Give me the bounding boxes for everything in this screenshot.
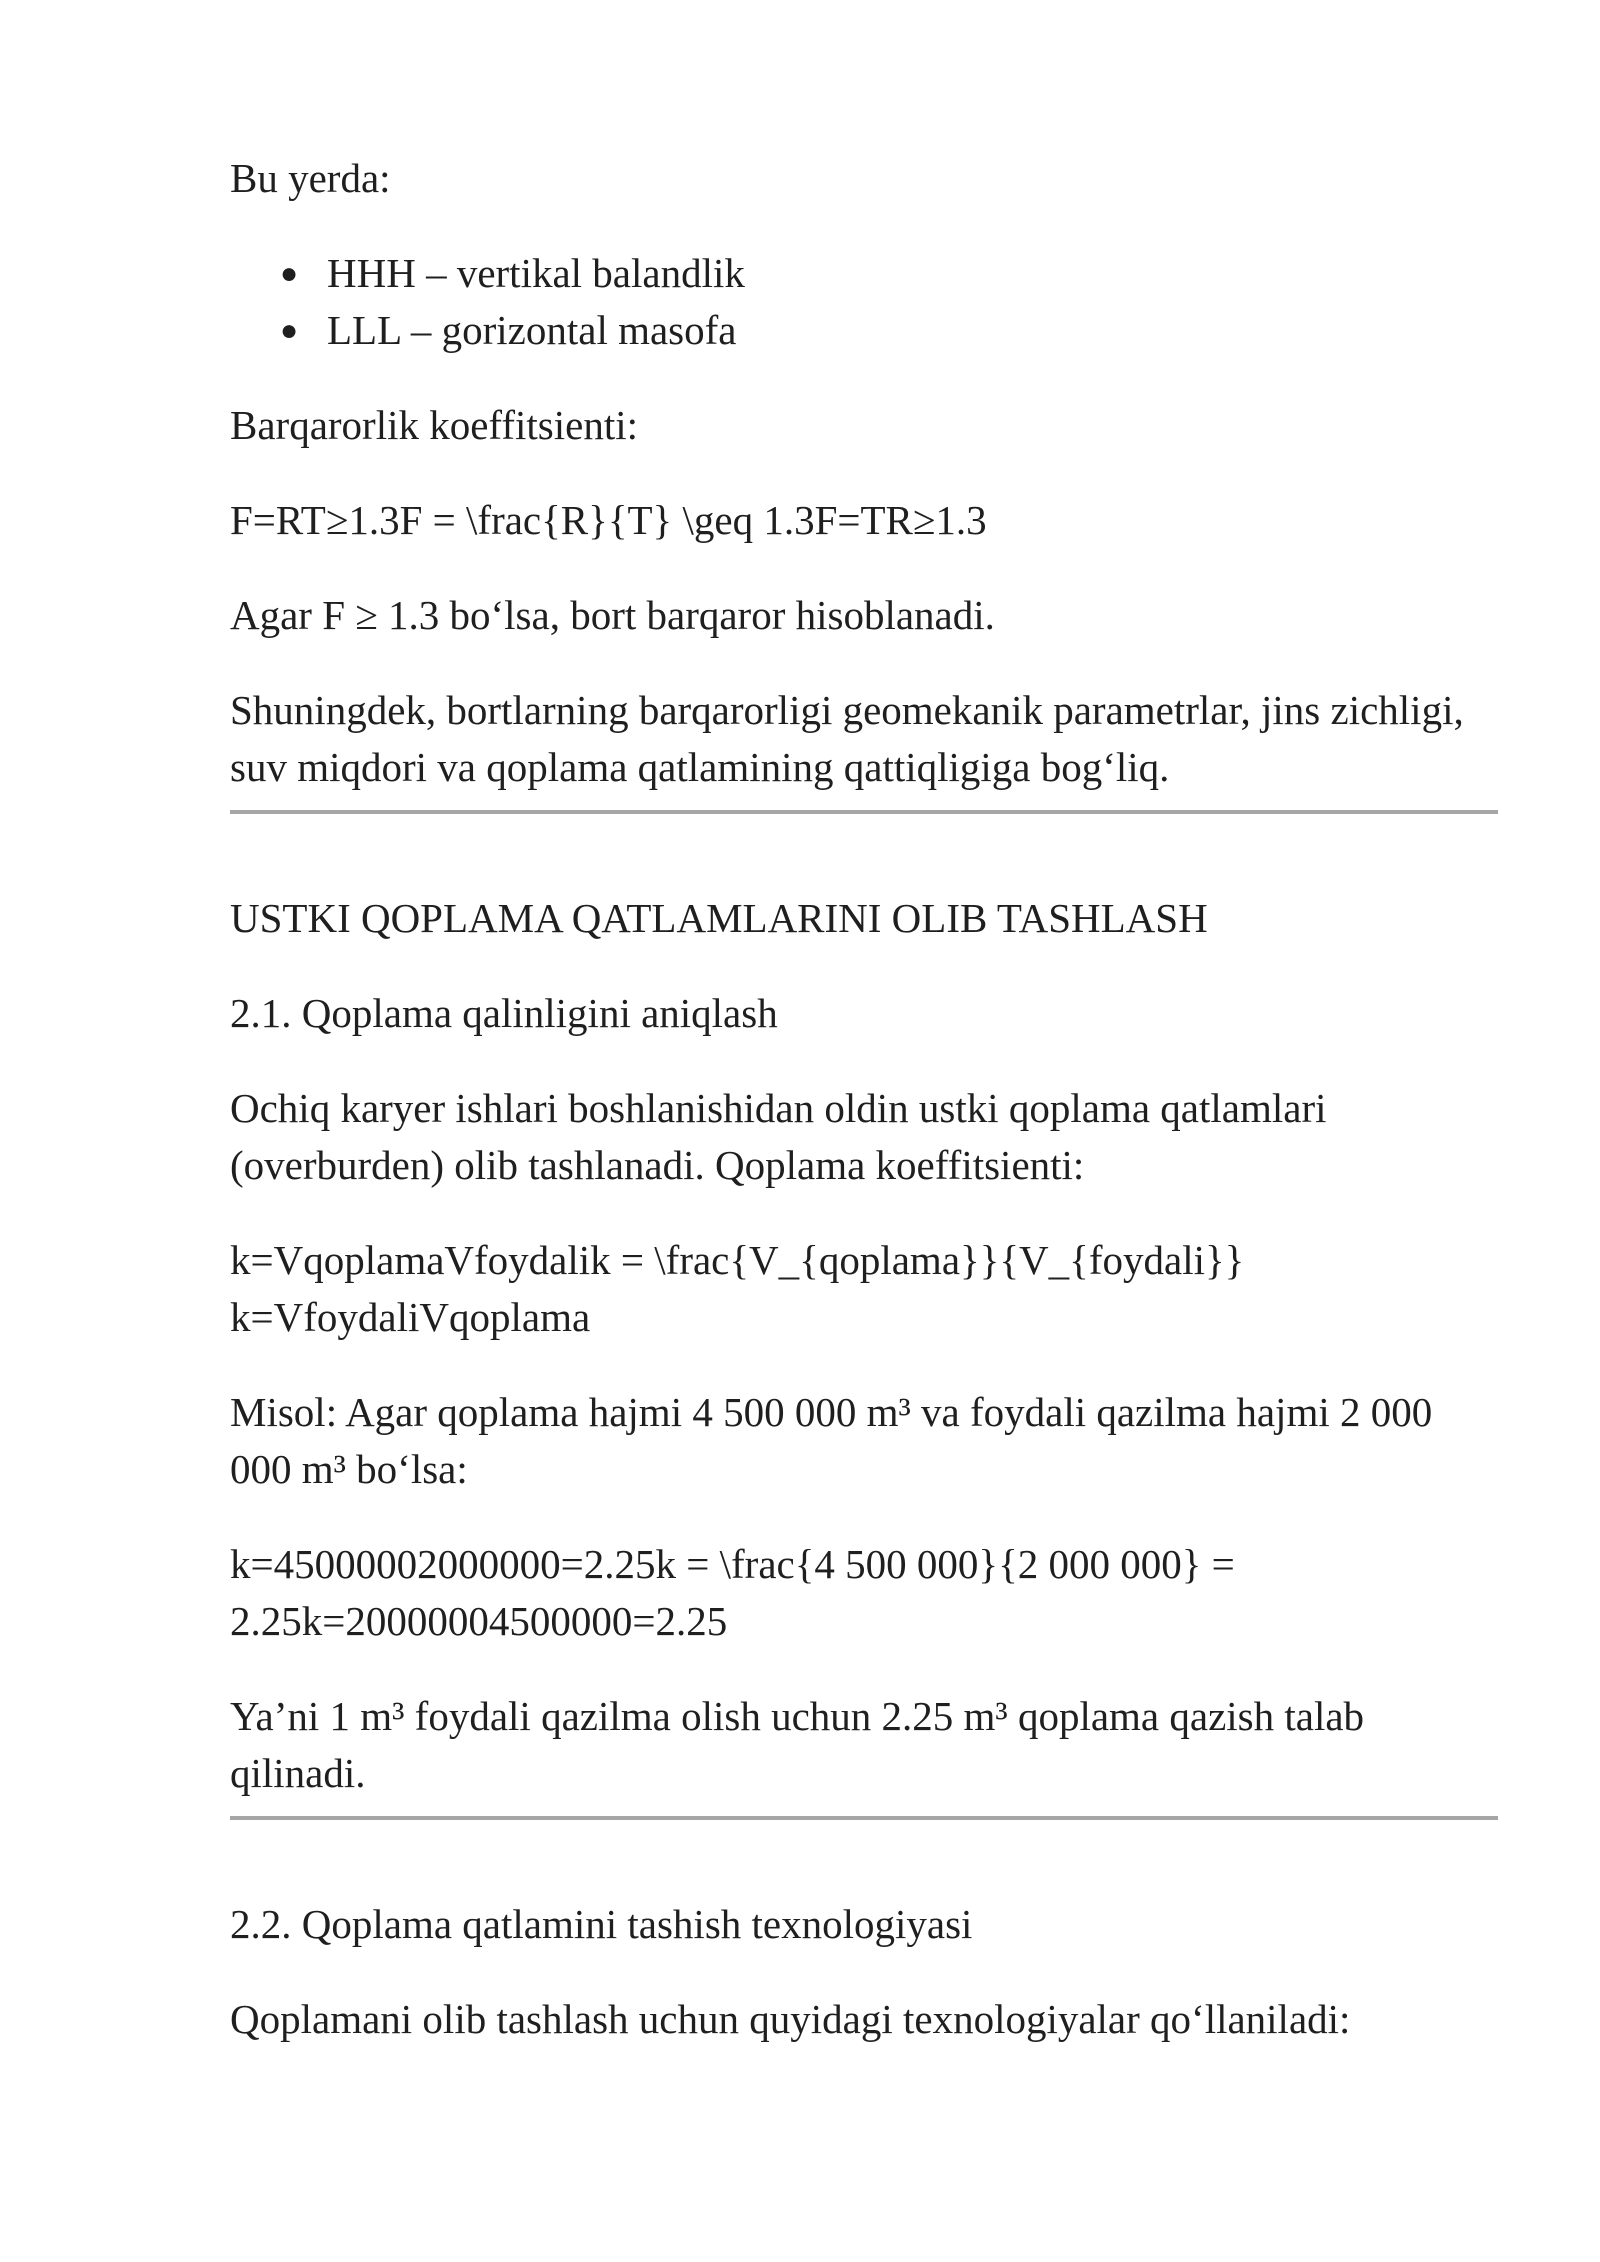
subsection-heading-2-2: 2.2. Qoplama qatlamini tashish texnologiyasi: [230, 1901, 973, 1947]
bullet-icon: ●: [280, 257, 299, 290]
stability-label: Barqarorlik koeffitsienti:: [230, 402, 638, 448]
definition-list: [230, 245, 1500, 359]
stability-factors: Shuningdek, bortlarning barqarorligi geomekanik parametrlar, jins zichligi, suv miqdori va qoplama qatlamining qattiqligiga bog‘liq.: [230, 687, 1464, 790]
list-item: [230, 302, 1500, 359]
technology-text: Qoplamani olib tashlash uchun quyidagi texnologiyalar qo‘llaniladi:: [230, 1996, 1351, 2042]
formula-calc: k=45000002000000=2.25k = \frac{4 500 000}{2 000 000} = 2.25k=20000004500000=2.25: [230, 1541, 1235, 1644]
intro-text: Bu yerda:: [230, 155, 391, 201]
stability-condition: Agar F ≥ 1.3 bo‘lsa, bort barqaror hisoblanadi.: [230, 592, 995, 638]
document-page: [230, 150, 1500, 2086]
formula-k: k=VqoplamaVfoydalik = \frac{V_{qoplama}}{V_{foydali}} k=VfoydaliVqoplama: [230, 1237, 1245, 1340]
list-item-text: LLL – gorizontal masofa: [327, 307, 737, 353]
list-item: [230, 245, 1500, 302]
example-text: Misol: Agar qoplama hajmi 4 500 000 m³ va foydali qazilma hajmi 2 000 000 m³ bo‘lsa:: [230, 1389, 1433, 1492]
section-heading: USTKI QOPLAMA QATLAMLARINI OLIB TASHLASH: [230, 895, 1208, 941]
overburden-text: Ochiq karyer ishlari boshlanishidan oldin ustki qoplama qatlamlari (overburden) olib tashlanadi. Qoplama koeffitsienti:: [230, 1085, 1327, 1188]
meaning-text: Ya’ni 1 m³ foydali qazilma olish uchun 2.25 m³ qoplama qazish talab qilinadi.: [230, 1693, 1365, 1796]
list-item-text: HHH – vertikal balandlik: [327, 250, 745, 296]
subsection-heading-2-1: 2.1. Qoplama qalinligini aniqlash: [230, 990, 778, 1036]
formula-f: F=RT≥1.3F = \frac{R}{T} \geq 1.3F=TR≥1.3: [230, 497, 987, 543]
bullet-icon: ●: [280, 314, 299, 347]
section-divider: [230, 810, 1498, 814]
section-divider: [230, 1816, 1498, 1820]
